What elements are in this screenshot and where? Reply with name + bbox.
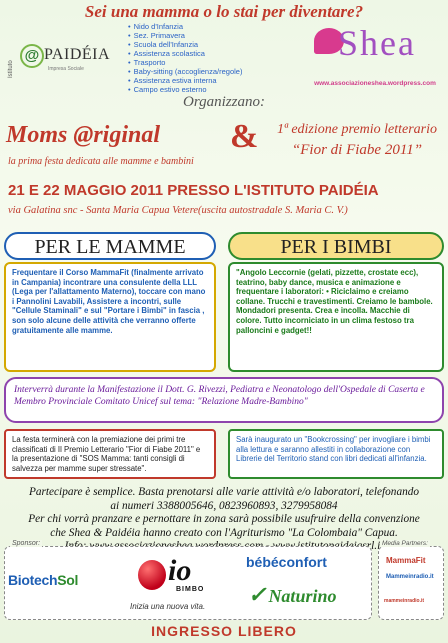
bimbo-text: BIMBO [176,586,205,593]
premio-title: “Fior di Fiabe 2011” [291,142,423,158]
moms-subtitle: la prima festa dedicata alle mamme e bambini [8,156,194,167]
naturino-text: Naturino [268,586,337,606]
festa-box: La festa terminerà con la premiazione dei primi tre classificati di Il Premio Letterario "Fior di Fiabe 2011" e la presentazione di "SOS Mamma: tanti consigli di salvezza per mamme super stressate". [4,429,216,479]
biotechsol-logo [8,572,78,588]
participation-info [4,486,444,554]
io-bimbo-logo [128,554,238,618]
shea-name: Shea [338,23,416,63]
mammeinradio-logo: Mammeinradio.it [386,574,434,580]
apple-icon [138,560,166,590]
sol-text: Sol [57,572,79,588]
services-list [128,22,242,94]
service-item: • Trasporto [128,58,242,67]
organizzano-label: Organizzano: [183,94,265,110]
service-item: • Nido d'Infanzia [128,22,242,31]
service-item: • Campo estivo esterno [128,85,242,94]
bookcrossing-box: Sarà inaugurato un "Bookcrossing" per invogliare i bimbi alla lettura e saranno allestiti in collaborazione con Librerie del Territorio stand con libri dedicati all'infanzia. [228,429,444,479]
mamme-panel: Frequentare il Corso MammaFit (finalmente arrivato in Campania) incontrare una consulente della LLL (Lega per l'allattamento Materno), toccare con mano i Pannolini Lavabili, Assistere a incontri, sulle "Cellule Staminali" e sul "Portare i Bimbi" in fascia , son solo alcune delle attività che verranno offerte gratuitamente alle mamme. [4,262,216,372]
io-text: io [168,554,192,587]
paideia-side-text: Istituto [8,60,14,78]
free-entry-banner: INGRESSO LIBERO [151,623,297,639]
shea-logo [310,22,440,92]
sponsor-label: Sponsor: [12,540,41,547]
mammeinradio-url: mammeinradio.it [384,598,425,604]
paideia-tagline: Impresa Sociale [48,66,84,72]
participation-phones: ai numeri 3388005646, 0823960893, 3279958084 [110,499,338,512]
paideia-logo [8,40,118,84]
shea-url[interactable]: www.associazioneshea.wordpress.com [314,80,436,87]
bimbi-title: PER I BIMBI [228,232,444,260]
service-item: • Baby-sitting (accoglienza/regole) [128,67,242,76]
service-item: • Assistenza estiva interna [128,76,242,85]
participation-line: che Shea & Paidéia hanno creato con l'Agriturismo "La Colombaia" Capua. [50,526,398,539]
ampersand: & [230,118,259,155]
headline: Sei una mamma o lo stai per diventare? [84,2,364,21]
service-item: • Assistenza scolastica [128,49,242,58]
biotech-text: Biotech [8,572,58,588]
service-item: • Sez. Primavera [128,31,242,40]
speaker-box: Interverrà durante la Manifestazione il Dott. G. Rivezzi, Pediatra e Neonatologo dell'Ospedale di Caserta e Membro Provinciale Comitato Unicef sul tema: "Relazione Madre-Bambino" [4,377,444,423]
event-date: 21 E 22 MAGGIO 2011 PRESSO L'ISTITUTO PAIDÉIA [8,182,379,199]
service-item: • Scuola dell'Infanzia [128,40,242,49]
paideia-name: PAIDÉIA [44,46,111,63]
event-address: via Galatina snc - Santa Maria Capua Vetere(uscita autostradale S. Maria C. V.) [8,205,348,216]
premio-edition: 1ª edizione premio letterario [276,122,438,137]
io-slogan: Inizia una nuova vita. [130,602,206,611]
paideia-at-icon: @ [20,44,44,68]
bimbi-panel: "Angolo Leccornie (gelati, pizzette, crostate ecc), teatrino, baby dance, musica e animazione e frequentare i laboratori: • Riciclaimo e creiamo collane. Trucchi e travestimenti. Creiamo le bambole. Mondadori presenta. Crea e incolla. Macchie di colore. Tutto incorniciato in un clima festoso tra palloncini e gadget!! [228,262,444,372]
media-partners-label: Media Partners: [382,540,428,547]
moms-title: Moms @riginal [6,122,161,148]
participation-line: Per chi vorrà pranzare e pernottare in zona sarà possibile usufruire della convenzione [28,513,420,526]
participation-line: Partecipare è semplice. Basta prenotarsi alle varie attività e/o laboratori, telefonando [28,486,420,498]
bebeconfort-logo: bébéconfort [246,554,327,570]
check-icon: ✓ [248,582,267,607]
mammafit-logo: MammaFit [386,556,426,565]
naturino-logo [248,582,336,608]
mamme-title: PER LE MAMME [4,232,216,260]
